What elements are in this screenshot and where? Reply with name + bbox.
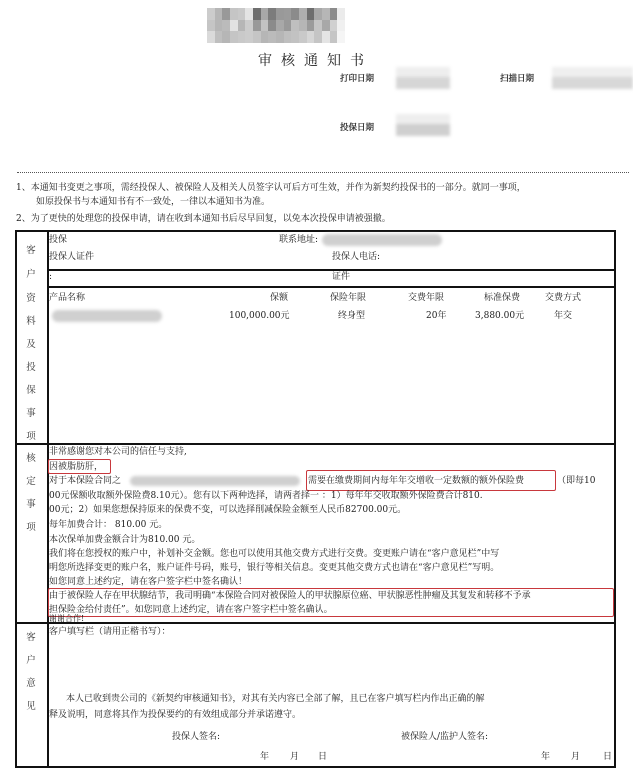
dotted-separator [17,172,629,173]
section-opinion-label: 客 户 意 见 [26,632,36,712]
product-header-pay-mode: 交费方式 [545,293,582,303]
row-divider-opinion [15,622,616,624]
customer-fill-label: 客户填写栏（请用正楷书写）： [49,627,171,637]
scan-date-value-redacted [552,67,633,89]
decision-line-account-2: 明您所选择变更的账户名，账户证件号码，账号，银行等相关信息。变更其他交费方式也请在“客户意见栏”写明。 [49,563,500,573]
product-name-redacted [52,310,162,322]
company-name-redacted [207,8,345,43]
decision-thyroid-line-2: 担保险金给付责任”。如您同意上述约定，请在客户签字栏中签名确认。 [49,605,333,615]
apply-date-label: 投保日期 [340,123,375,133]
decision-line-3-suffix: （即每10 [557,476,596,486]
decision-thyroid-line-1: 由于被保险人存在甲状腺结节，我司明确“本保险合同对被保险人的甲状腺原位癌、甲状腺恶性肿瘤及其复发和转移不予承 [49,591,531,601]
applicant-id-label: 投保人证件 [49,252,95,262]
print-date-value-redacted [396,67,450,89]
statement-line-1: 本人已收到贵公司的《新契约审核通知书》，对其有关内容已全部了解，且已在客户填写栏内作出正确的解 [66,694,485,704]
applicant-signature-label: 投保人签名: [172,732,221,742]
product-header-amount: 保额 [270,293,289,303]
customer-fill-area[interactable] [49,640,614,682]
id-row-left: : [49,272,53,282]
insured-date-day: 日 [603,752,613,762]
highlight-diagnosis [48,459,111,474]
highlight-extra-premium [306,470,556,491]
product-amount: 100,000.00元 [229,311,290,321]
document-title: 审核通知书 [258,53,373,69]
decision-annual-total: 每年加费合计： 810.00 元。 [49,520,168,530]
note-1-line-1: 1、本通知书变更之事项，需经投保人、被保险人及相关人员签字认可后方可生效，并作为新契约投保书的一部分。就同一事项， [16,183,526,193]
decision-diagnosis: 因被脂肪肝， [49,462,104,472]
decision-extra-premium-highlight: 需要在缴费期间内每年年交增收一定数额的额外保险费 [308,476,525,486]
applicant-signature-field[interactable] [225,730,375,744]
product-term: 终身型 [338,311,366,321]
insured-date-month: 月 [571,752,581,762]
insured-date-year: 年 [541,752,551,762]
decision-line-1: 非常感谢您对本公司的信任与支持, [49,447,187,457]
product-header-term: 保险年限 [330,293,367,303]
product-header-name: 产品名称 [49,293,86,303]
insured-signature-label: 被保险人/监护人签名: [401,732,489,742]
product-pay-mode: 年交 [554,311,573,321]
product-header-premium: 标准保费 [484,293,521,303]
decision-line-5: 00元；2）如果您想保持原来的保费不变，可以选择削减保险金额至人民币82700.00元。 [49,505,407,515]
applicant-date-year: 年 [260,752,270,762]
section-customer-info-label: 客 户 资 料 及 投 保 事 项 [26,245,36,442]
contact-address-value-redacted [322,234,442,246]
id-row-center: 证件 [332,272,351,282]
applicant-date-day: 日 [318,752,328,762]
decision-line-4: 00元保额收取额外保险费8.10元）。您有以下两种选择，请两者择一 ：1）每年年交收取额外保险费合计810. [49,491,483,501]
statement-line-2: 释及说明，同意将其作为投保要约的有效组成部分并承诺遵守。 [49,710,302,720]
decision-line-3-prefix: 对于本保险合同之 [49,476,122,486]
decision-line-account-1: 我们将在您授权的账户中，补划补交金额。您也可以使用其他交费方式进行交费。变更账户请在“客户意见栏”中写 [49,549,500,559]
insured-signature-field[interactable] [490,730,610,744]
applicant-date-month: 月 [290,752,300,762]
apply-date-value-redacted [396,114,450,136]
product-pay-years: 20年 [426,311,447,321]
note-1-line-2: 如原投保书与本通知书有不一致处，一律以本通知书为准。 [36,197,271,207]
applicant-label: 投保 [49,235,68,245]
decision-thanks: 谢谢合作! [49,614,85,623]
note-2: 2、为了更快的处理您的投保申请，请在收到本通知书后尽早回复，以免本次投保申请被强撤。 [16,214,391,224]
applicant-phone-label: 投保人电话: [332,252,381,262]
scan-date-label: 扫描日期 [500,74,535,84]
contract-name-redacted [130,476,300,486]
decision-confirm-1: 如您同意上述约定，请在客户签字栏中签名确认！ [49,577,248,587]
decision-policy-total: 本次保单加费金额合计为810.00 元。 [49,535,201,545]
highlight-thyroid-exclusion [48,588,614,617]
product-premium: 3,880.00元 [475,311,525,321]
contact-address-label: 联系地址: [279,235,319,245]
section-decision-label: 核 定 事 项 [26,453,36,533]
print-date-label: 打印日期 [340,74,375,84]
product-header-pay-years: 交费年限 [408,293,445,303]
